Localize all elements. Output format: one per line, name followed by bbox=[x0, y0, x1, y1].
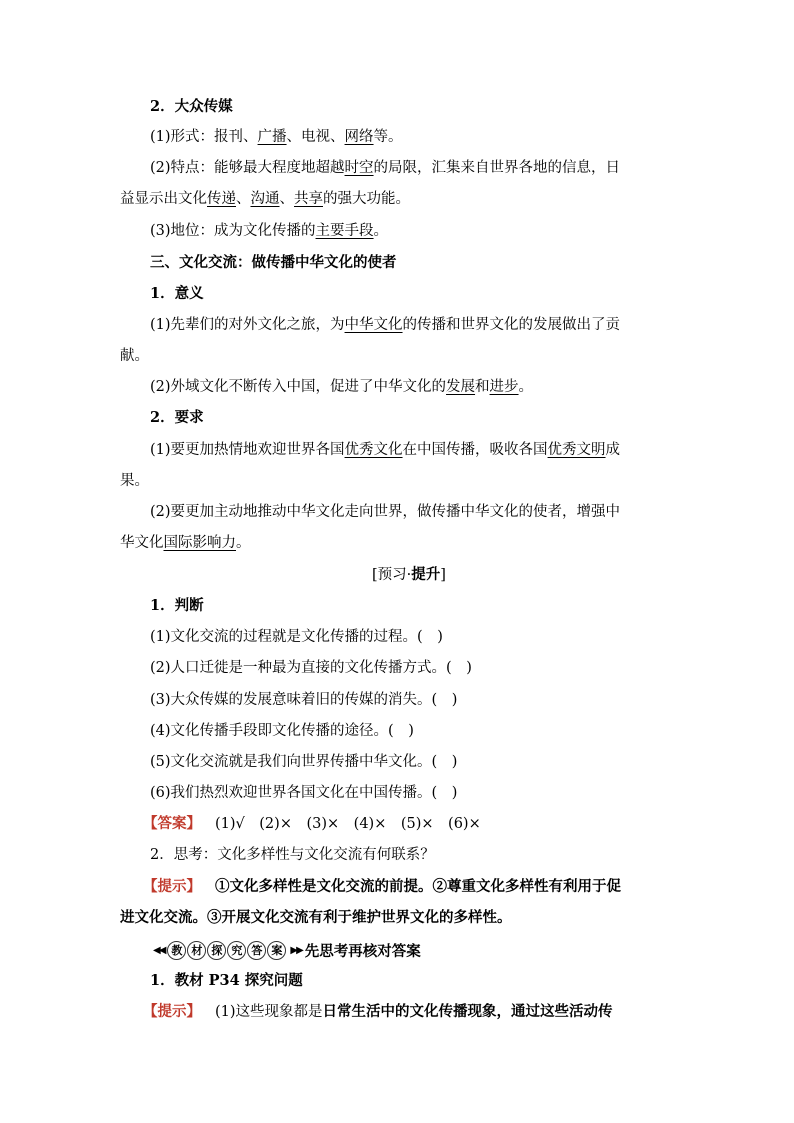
answer-line bbox=[143, 814, 699, 834]
subheading-significance: 1．意义 bbox=[150, 285, 204, 302]
think-heading: 2．思考：文化多样性与文化交流有何联系？ bbox=[150, 847, 435, 863]
text: (1)先辈们的对外文化之旅，为 bbox=[150, 317, 345, 333]
textbook-hint-line bbox=[143, 1002, 699, 1022]
text: 在中国传播，吸收各国 bbox=[402, 442, 548, 458]
underlined-term: 优秀文明 bbox=[547, 442, 606, 458]
textbook-answers-banner bbox=[150, 940, 421, 960]
underlined-term: 主要手段 bbox=[315, 223, 374, 239]
paragraph-status bbox=[150, 221, 676, 241]
hint-text: (1)这些现象都是 bbox=[215, 1004, 323, 1020]
banner-chip: 案 bbox=[267, 941, 286, 960]
paragraph-significance-1-line1 bbox=[150, 315, 676, 335]
text: 益显示出文化 bbox=[120, 191, 207, 207]
underlined-term: 沟通 bbox=[250, 191, 280, 207]
text: (1)形式：报刊、 bbox=[150, 129, 258, 145]
judge-item: (6)我们热烈欢迎世界各国文化在中国传播。( ) bbox=[150, 785, 458, 801]
text: 和 bbox=[475, 379, 490, 395]
text: 。 bbox=[518, 379, 534, 395]
hint-label: 【提示】 bbox=[143, 1003, 201, 1020]
hint-line2: 进文化交流。③开展文化交流有利于维护世界文化的多样性。 bbox=[120, 909, 512, 926]
hint-label: 【提示】 bbox=[143, 878, 201, 895]
text: 华文化 bbox=[120, 535, 164, 551]
text: 的传播和世界文化的发展做出了贡 bbox=[402, 317, 621, 333]
text: 、 bbox=[236, 191, 251, 207]
text: 、 bbox=[279, 191, 294, 207]
banner-chip: 探 bbox=[207, 941, 226, 960]
paragraph-requirements-1-line2: 果。 bbox=[120, 473, 149, 489]
underlined-term: 共享 bbox=[294, 191, 323, 207]
text: 的局限，汇集来自世界各地的信息，日 bbox=[373, 160, 621, 176]
text: 、电视、 bbox=[286, 129, 345, 145]
section-heading-mass-media: 2．大众传媒 bbox=[150, 98, 233, 115]
judge-item: (1)文化交流的过程就是文化传播的过程。( ) bbox=[150, 629, 443, 645]
text: (1)要更加热情地欢迎世界各国 bbox=[150, 442, 345, 458]
answer-values: (1)√ (2)× (3)× (4)× (5)× (6)× bbox=[215, 816, 481, 832]
preview-section-title bbox=[372, 565, 492, 585]
paragraph-requirements-1-line1 bbox=[150, 440, 676, 460]
text: 成 bbox=[605, 442, 621, 458]
underlined-term: 广播 bbox=[257, 129, 287, 145]
underlined-term: 时空 bbox=[344, 160, 374, 176]
text: (2)特点：能够最大程度地超越 bbox=[150, 160, 345, 176]
left-arrows-icon: ◀◀ bbox=[153, 944, 165, 956]
underlined-term: 网络 bbox=[344, 129, 374, 145]
hint-text-bold: 日常生活中的文化传播现象，通过这些活动传 bbox=[322, 1003, 613, 1020]
subheading-requirements: 2．要求 bbox=[150, 409, 204, 426]
paragraph-requirements-2-line2 bbox=[120, 533, 676, 553]
banner-chip: 究 bbox=[227, 941, 246, 960]
paragraph-features-line2 bbox=[120, 189, 676, 209]
text: 等。 bbox=[373, 129, 403, 145]
underlined-term: 国际影响力 bbox=[163, 535, 236, 551]
hint-line1 bbox=[143, 877, 699, 897]
section-heading-cultural-exchange: 三、文化交流：做传播中华文化的使者 bbox=[150, 254, 397, 271]
judge-item: (2)人口迁徙是一种最为直接的文化传播方式。( ) bbox=[150, 660, 472, 676]
banner-chip: 教 bbox=[167, 941, 186, 960]
underlined-term: 优秀文化 bbox=[344, 442, 403, 458]
underlined-term: 进步 bbox=[489, 379, 519, 395]
text: 的强大功能。 bbox=[323, 191, 410, 207]
banner-chip: 答 bbox=[247, 941, 266, 960]
text: [预习· bbox=[372, 567, 412, 583]
right-arrows-icon: ▶▶ bbox=[290, 944, 302, 956]
underlined-term: 中华文化 bbox=[344, 317, 403, 333]
paragraph-significance-1-line2: 献。 bbox=[120, 348, 149, 364]
judge-item: (5)文化交流就是我们向世界传播中华文化。( ) bbox=[150, 754, 458, 770]
paragraph-features-line1 bbox=[150, 158, 676, 178]
text: ] bbox=[440, 567, 446, 583]
hint-text: ①文化多样性是文化交流的前提。②尊重文化多样性有利用于促 bbox=[215, 878, 621, 895]
text: (2)外域文化不断传入中国，促进了中华文化的 bbox=[150, 379, 447, 395]
textbook-item1-heading: 1．教材 P34 探究问题 bbox=[150, 972, 303, 989]
judge-item: (4)文化传播手段即文化传播的途径。( ) bbox=[150, 723, 414, 739]
underlined-term: 传递 bbox=[207, 191, 236, 207]
paragraph-form bbox=[150, 127, 676, 147]
paragraph-significance-2 bbox=[150, 377, 676, 397]
underlined-term: 发展 bbox=[446, 379, 476, 395]
judge-heading: 1．判断 bbox=[150, 597, 204, 614]
judge-item: (3)大众传媒的发展意味着旧的传媒的消失。( ) bbox=[150, 692, 458, 708]
answer-label: 【答案】 bbox=[143, 815, 201, 832]
paragraph-requirements-2-line1: (2)要更加主动地推动中华文化走向世界，做传播中华文化的使者，增强中 bbox=[150, 504, 621, 520]
text: 。 bbox=[236, 535, 251, 551]
text: 。 bbox=[373, 223, 389, 239]
text: 提升 bbox=[411, 566, 441, 583]
text: (3)地位：成为文化传播的 bbox=[150, 223, 316, 239]
banner-tail-text: 先思考再核对答案 bbox=[304, 942, 421, 960]
banner-chip: 材 bbox=[187, 941, 206, 960]
